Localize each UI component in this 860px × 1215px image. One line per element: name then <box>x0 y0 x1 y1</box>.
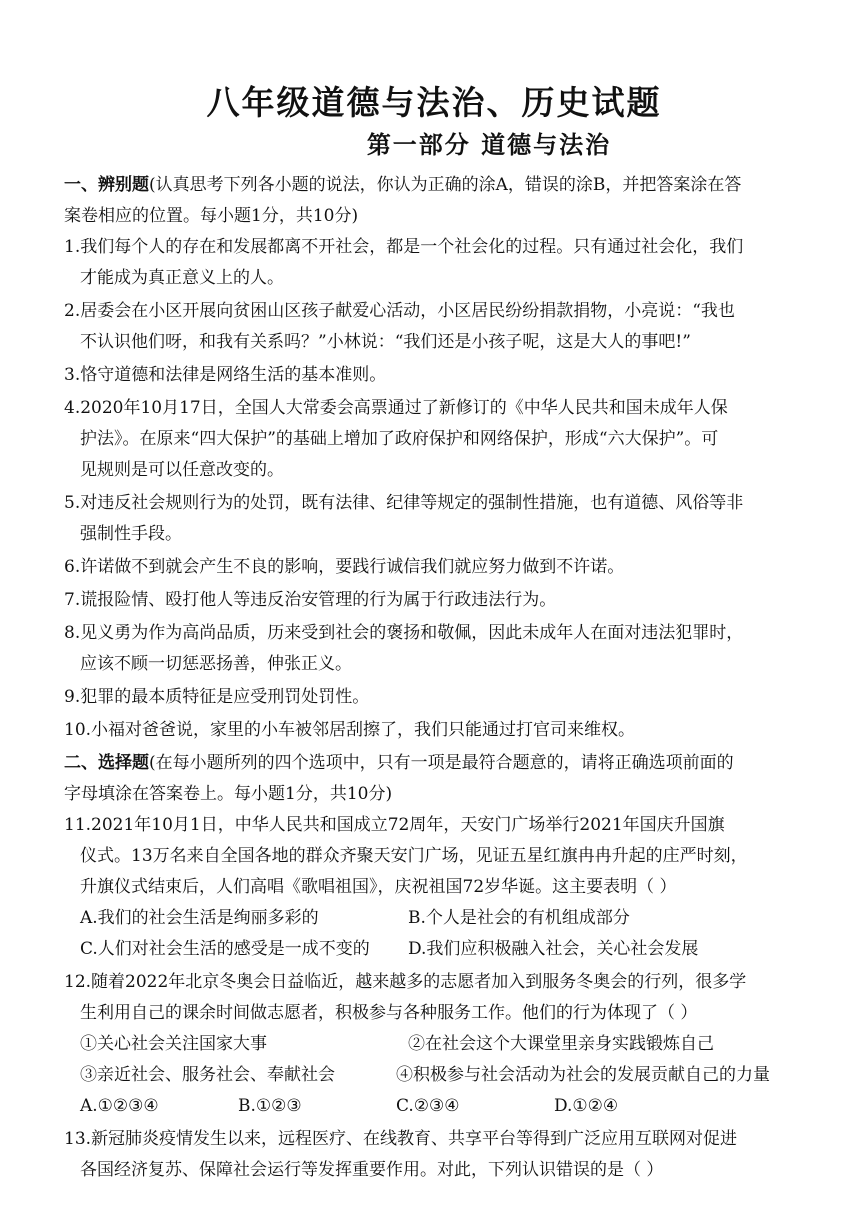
question-text-cont: 才能成为真正意义上的人。 <box>80 268 284 288</box>
question-text: 4.2020年10月17日，全国人大常委会高票通过了新修订的《中华人民共和国未成年人保 <box>64 398 728 418</box>
question-text-cont: 不认识他们呀，和我有关系吗？”小林说：“我们还是小孩子呢，这是大人的事吧!” <box>80 332 691 352</box>
question-text-cont: 仪式。13万名来自全国各地的群众齐聚天安门广场，见证五星红旗冉冉升起的庄严时刻， <box>80 846 748 866</box>
question-10 <box>64 715 804 746</box>
question-6 <box>64 552 804 583</box>
section-1-header <box>64 170 804 232</box>
question-text: 6.许诺做不到就会产生不良的影响，要践行诚信我们就应努力做到不许诺。 <box>64 557 625 577</box>
option-c: C.②③④ <box>396 1096 460 1116</box>
question-5 <box>64 488 804 550</box>
statement-4: ④积极参与社会活动为社会的发展贡献自己的力量 <box>396 1065 770 1085</box>
section-2-instruction-cont: 字母填涂在答案卷上。每小题1分，共10分) <box>64 784 393 804</box>
option-a: A.我们的社会生活是绚丽多彩的 <box>80 908 319 928</box>
question-text-cont: 见规则是可以任意改变的。 <box>80 460 284 480</box>
section-2-header <box>64 748 804 810</box>
option-b: B.个人是社会的有机组成部分 <box>408 908 630 928</box>
question-12 <box>64 967 804 1122</box>
statement-2: ②在社会这个大课堂里亲身实践锻炼自己 <box>408 1034 714 1054</box>
question-8 <box>64 618 804 680</box>
question-text: 7.谎报险情、殴打他人等违反治安管理的行为属于行政违法行为。 <box>64 590 557 610</box>
question-text-cont: 应该不顾一切惩恶扬善，伸张正义。 <box>80 654 352 674</box>
question-text: 11.2021年10月1日，中华人民共和国成立72周年，天安门广场举行2021年国庆升国旗 <box>64 815 725 835</box>
question-text: 10.小福对爸爸说，家里的小车被邻居刮擦了，我们只能通过打官司来维权。 <box>64 720 636 740</box>
question-1 <box>64 232 804 294</box>
section-1-instruction-cont: 案卷相应的位置。每小题1分，共10分) <box>64 206 359 226</box>
part-title: 第一部分 道德与法治 <box>366 130 612 159</box>
section-2-label: 二、选择题 <box>64 753 149 773</box>
option-b: B.①②③ <box>238 1096 302 1116</box>
question-text: 8.见义勇为作为高尚品质，历来受到社会的褒扬和敬佩，因此未成年人在面对违法犯罪时， <box>64 623 744 643</box>
question-text: 2.居委会在小区开展向贫困山区孩子献爱心活动，小区居民纷纷捐款捐物，小亮说：“我也 <box>64 301 735 321</box>
question-4 <box>64 393 804 486</box>
statement-1: ①关心社会关注国家大事 <box>80 1034 267 1054</box>
question-text: 3.恪守道德和法律是网络生活的基本准则。 <box>64 365 387 385</box>
statement-3: ③亲近社会、服务社会、奉献社会 <box>80 1065 335 1085</box>
question-7 <box>64 585 804 616</box>
option-a: A.①②③④ <box>80 1096 159 1116</box>
question-12-statements <box>64 1029 804 1122</box>
question-text: 13.新冠肺炎疫情发生以来，远程医疗、在线教育、共享平台等得到广泛应用互联网对促进 <box>64 1129 738 1149</box>
question-13 <box>64 1124 804 1186</box>
section-1-label: 一、辨别题 <box>64 175 149 195</box>
option-d: D.①②④ <box>554 1096 619 1116</box>
question-11-options <box>64 903 804 965</box>
section-1-instruction: (认真思考下列各小题的说法，你认为正确的涂A，错误的涂B，并把答案涂在答 <box>149 175 742 195</box>
question-text-cont: 强制性手段。 <box>80 524 182 544</box>
question-text: 1.我们每个人的存在和发展都离不开社会，都是一个社会化的过程。只有通过社会化，我们 <box>64 237 744 257</box>
question-9 <box>64 682 804 713</box>
question-text: 9.犯罪的最本质特征是应受刑罚处罚性。 <box>64 687 370 707</box>
section-2-instruction: (在每小题所列的四个选项中，只有一项是最符合题意的，请将正确选项前面的 <box>149 753 734 773</box>
question-text: 12.随着2022年北京冬奥会日益临近，越来越多的志愿者加入到服务冬奥会的行列，很多学 <box>64 972 747 992</box>
question-text-cont: 护法》。在原来“四大保护”的基础上增加了政府保护和网络保护，形成“六大保护”。可 <box>80 429 719 449</box>
question-11 <box>64 810 804 965</box>
question-3 <box>64 360 804 391</box>
question-text-cont: 生利用自己的课余时间做志愿者，积极参与各种服务工作。他们的行为体现了（ ） <box>80 1003 698 1023</box>
question-2 <box>64 296 804 358</box>
question-text-cont: 升旗仪式结束后，人们高唱《歌唱祖国》，庆祝祖国72岁华诞。这主要表明（ ） <box>80 877 677 897</box>
question-text-cont: 各国经济复苏、保障社会运行等发挥重要作用。对此，下列认识错误的是（ ） <box>80 1160 664 1180</box>
option-d: D.我们应积极融入社会，关心社会发展 <box>408 939 699 959</box>
question-text: 5.对违反社会规则行为的处罚，既有法律、纪律等规定的强制性措施，也有道德、风俗等非 <box>64 493 744 513</box>
exam-title: 八年级道德与法治、历史试题 <box>206 83 662 122</box>
option-c: C.人们对社会生活的感受是一成不变的 <box>80 939 370 959</box>
